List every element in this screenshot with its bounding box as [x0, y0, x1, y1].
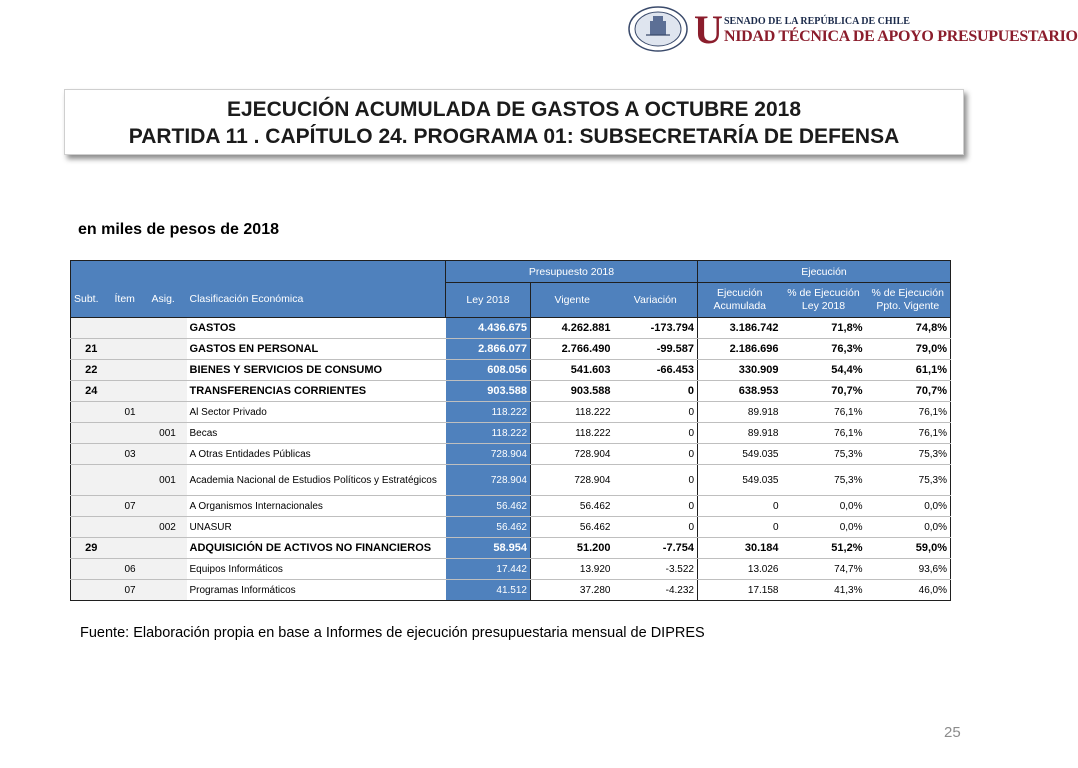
cell-clasificacion: GASTOS EN PERSONAL [187, 339, 446, 360]
cell-variacion: -7.754 [614, 538, 698, 559]
cell-pct-ley: 54,4% [782, 360, 866, 381]
cell-asig [149, 402, 187, 423]
cell-ejecucion: 89.918 [698, 423, 782, 444]
units-subtitle: en miles de pesos de 2018 [78, 221, 279, 238]
cell-variacion: 0 [614, 444, 698, 465]
cell-vigente: 728.904 [531, 465, 614, 496]
group-header-ejecucion: Ejecución [698, 261, 951, 283]
col-header-ley: Ley 2018 [446, 283, 531, 318]
cell-clasificacion: ADQUISICIÓN DE ACTIVOS NO FINANCIEROS [187, 538, 446, 559]
cell-subt [71, 496, 112, 517]
cell-vigente: 118.222 [531, 423, 614, 444]
cell-item: 07 [112, 496, 149, 517]
cell-item [112, 339, 149, 360]
col-header-pct-vigente [866, 283, 951, 318]
col-header-ejecucion-acumulada-l2: Acumulada [713, 300, 767, 312]
table-row [71, 339, 951, 360]
cell-ley: 118.222 [446, 402, 531, 423]
cell-pct-vigente: 61,1% [866, 360, 951, 381]
cell-vigente: 13.920 [531, 559, 614, 580]
title-line-2: PARTIDA 11 . CAPÍTULO 24. PROGRAMA 01: SUBSECRETARÍA DE DEFENSA [128, 125, 900, 148]
cell-variacion: 0 [614, 465, 698, 496]
table-row [71, 318, 951, 339]
cell-pct-vigente: 79,0% [866, 339, 951, 360]
cell-ley: 41.512 [446, 580, 531, 601]
cell-ejecucion: 549.035 [698, 465, 782, 496]
cell-item [112, 517, 149, 538]
cell-subt: 21 [71, 339, 112, 360]
cell-subt: 24 [71, 381, 112, 402]
col-header-vigente: Vigente [531, 283, 614, 318]
title-box [64, 89, 964, 155]
cell-clasificacion: UNASUR [187, 517, 446, 538]
cell-vigente: 51.200 [531, 538, 614, 559]
cell-variacion: -4.232 [614, 580, 698, 601]
cell-subt [71, 423, 112, 444]
table-row [71, 538, 951, 559]
cell-clasificacion: Equipos Informáticos [187, 559, 446, 580]
cell-ley: 118.222 [446, 423, 531, 444]
budget-table [70, 260, 951, 601]
cell-asig: 001 [149, 465, 187, 496]
cell-variacion: 0 [614, 402, 698, 423]
cell-pct-ley: 70,7% [782, 381, 866, 402]
cell-vigente: 56.462 [531, 496, 614, 517]
cell-ley: 728.904 [446, 465, 531, 496]
cell-asig [149, 559, 187, 580]
cell-pct-ley: 51,2% [782, 538, 866, 559]
cell-vigente: 4.262.881 [531, 318, 614, 339]
cell-item [112, 381, 149, 402]
cell-clasificacion: A Organismos Internacionales [187, 496, 446, 517]
cell-ejecucion: 330.909 [698, 360, 782, 381]
cell-variacion: -173.794 [614, 318, 698, 339]
cell-ejecucion: 30.184 [698, 538, 782, 559]
cell-item [112, 538, 149, 559]
cell-pct-ley: 0,0% [782, 496, 866, 517]
cell-clasificacion: BIENES Y SERVICIOS DE CONSUMO [187, 360, 446, 381]
cell-asig [149, 496, 187, 517]
table-row [71, 517, 951, 538]
page-number: 25 [944, 724, 961, 741]
cell-variacion: -66.453 [614, 360, 698, 381]
cell-pct-vigente: 93,6% [866, 559, 951, 580]
brand-line-2: NIDAD TÉCNICA DE APOYO PRESUPUESTARIO [724, 28, 1078, 45]
cell-item [112, 360, 149, 381]
cell-clasificacion: TRANSFERENCIAS CORRIENTES [187, 381, 446, 402]
cell-ley: 903.588 [446, 381, 531, 402]
cell-pct-ley: 74,7% [782, 559, 866, 580]
cell-pct-vigente: 0,0% [866, 517, 951, 538]
table-row [71, 580, 951, 601]
cell-ejecucion: 89.918 [698, 402, 782, 423]
cell-item: 07 [112, 580, 149, 601]
cell-subt [71, 465, 112, 496]
cell-variacion: 0 [614, 423, 698, 444]
cell-ejecucion: 638.953 [698, 381, 782, 402]
senate-seal-icon [628, 6, 688, 52]
cell-subt: 29 [71, 538, 112, 559]
cell-vigente: 56.462 [531, 517, 614, 538]
source-footnote: Fuente: Elaboración propia en base a Informes de ejecución presupuestaria mensual de DIPRES [80, 625, 705, 641]
cell-ley: 2.866.077 [446, 339, 531, 360]
cell-ejecucion: 17.158 [698, 580, 782, 601]
cell-ley: 608.056 [446, 360, 531, 381]
cell-pct-ley: 75,3% [782, 465, 866, 496]
group-header-presupuesto: Presupuesto 2018 [446, 261, 698, 283]
col-header-pct-ley-l1: % de Ejecución [787, 287, 860, 299]
col-header-variacion: Variación [614, 283, 698, 318]
col-header-pct-vigente-l2: Ppto. Vigente [876, 300, 940, 312]
cell-asig [149, 444, 187, 465]
cell-ley: 56.462 [446, 517, 531, 538]
cell-subt [71, 517, 112, 538]
col-header-ejecucion-acumulada [698, 283, 782, 318]
cell-asig [149, 339, 187, 360]
col-header-pct-ley-l2: Ley 2018 [801, 300, 846, 312]
table-row [71, 402, 951, 423]
cell-pct-ley: 76,1% [782, 423, 866, 444]
cell-pct-vigente: 75,3% [866, 465, 951, 496]
cell-pct-ley: 76,1% [782, 402, 866, 423]
cell-variacion: 0 [614, 381, 698, 402]
cell-subt [71, 402, 112, 423]
table-row [71, 465, 951, 496]
cell-subt [71, 318, 112, 339]
cell-vigente: 2.766.490 [531, 339, 614, 360]
cell-clasificacion: Academia Nacional de Estudios Políticos y Estratégicos [187, 465, 446, 496]
cell-asig [149, 318, 187, 339]
cell-vigente: 118.222 [531, 402, 614, 423]
table-row [71, 444, 951, 465]
cell-pct-vigente: 70,7% [866, 381, 951, 402]
senate-logo [628, 6, 1078, 56]
cell-vigente: 903.588 [531, 381, 614, 402]
cell-ejecucion: 0 [698, 496, 782, 517]
brand-initial: U [694, 7, 723, 52]
cell-ley: 728.904 [446, 444, 531, 465]
col-header-asig: Asig. [149, 283, 187, 318]
cell-ejecucion: 3.186.742 [698, 318, 782, 339]
cell-vigente: 37.280 [531, 580, 614, 601]
title-line-1: EJECUCIÓN ACUMULADA DE GASTOS A OCTUBRE 2018 [226, 98, 802, 121]
cell-variacion: 0 [614, 496, 698, 517]
cell-item: 06 [112, 559, 149, 580]
cell-pct-vigente: 75,3% [866, 444, 951, 465]
cell-pct-ley: 71,8% [782, 318, 866, 339]
cell-ejecucion: 0 [698, 517, 782, 538]
cell-clasificacion: Al Sector Privado [187, 402, 446, 423]
table-row [71, 559, 951, 580]
table-row [71, 381, 951, 402]
col-header-subt: Subt. [71, 283, 112, 318]
cell-pct-vigente: 46,0% [866, 580, 951, 601]
cell-asig [149, 360, 187, 381]
cell-subt [71, 559, 112, 580]
cell-clasificacion: GASTOS [187, 318, 446, 339]
cell-asig [149, 580, 187, 601]
table-body [71, 318, 951, 601]
cell-subt [71, 580, 112, 601]
brand-line-1: SENADO DE LA REPÚBLICA DE CHILE [724, 16, 910, 27]
cell-item: 03 [112, 444, 149, 465]
col-header-pct-ley [782, 283, 866, 318]
cell-vigente: 541.603 [531, 360, 614, 381]
col-header-clasificacion: Clasificación Económica [187, 283, 446, 318]
cell-item [112, 318, 149, 339]
cell-ley: 56.462 [446, 496, 531, 517]
cell-ejecucion: 549.035 [698, 444, 782, 465]
cell-pct-vigente: 59,0% [866, 538, 951, 559]
cell-pct-vigente: 0,0% [866, 496, 951, 517]
cell-item [112, 465, 149, 496]
col-header-item: Ítem [112, 283, 149, 318]
cell-pct-vigente: 76,1% [866, 423, 951, 444]
cell-asig [149, 538, 187, 559]
cell-ejecucion: 13.026 [698, 559, 782, 580]
cell-item: 01 [112, 402, 149, 423]
header-blank [71, 261, 446, 283]
cell-vigente: 728.904 [531, 444, 614, 465]
cell-variacion: -99.587 [614, 339, 698, 360]
cell-pct-ley: 41,3% [782, 580, 866, 601]
table-row [71, 360, 951, 381]
cell-pct-ley: 76,3% [782, 339, 866, 360]
cell-asig: 001 [149, 423, 187, 444]
cell-subt: 22 [71, 360, 112, 381]
cell-asig [149, 381, 187, 402]
cell-pct-vigente: 76,1% [866, 402, 951, 423]
cell-ejecucion: 2.186.696 [698, 339, 782, 360]
cell-ley: 4.436.675 [446, 318, 531, 339]
table-row [71, 423, 951, 444]
cell-asig: 002 [149, 517, 187, 538]
cell-subt [71, 444, 112, 465]
cell-pct-ley: 0,0% [782, 517, 866, 538]
col-header-pct-vigente-l1: % de Ejecución [871, 287, 944, 299]
cell-variacion: 0 [614, 517, 698, 538]
table-row [71, 496, 951, 517]
cell-clasificacion: Programas Informáticos [187, 580, 446, 601]
cell-pct-ley: 75,3% [782, 444, 866, 465]
cell-pct-vigente: 74,8% [866, 318, 951, 339]
cell-item [112, 423, 149, 444]
cell-clasificacion: A Otras Entidades Públicas [187, 444, 446, 465]
cell-ley: 58.954 [446, 538, 531, 559]
cell-variacion: -3.522 [614, 559, 698, 580]
cell-ley: 17.442 [446, 559, 531, 580]
col-header-ejecucion-acumulada-l1: Ejecución [716, 287, 763, 299]
cell-clasificacion: Becas [187, 423, 446, 444]
